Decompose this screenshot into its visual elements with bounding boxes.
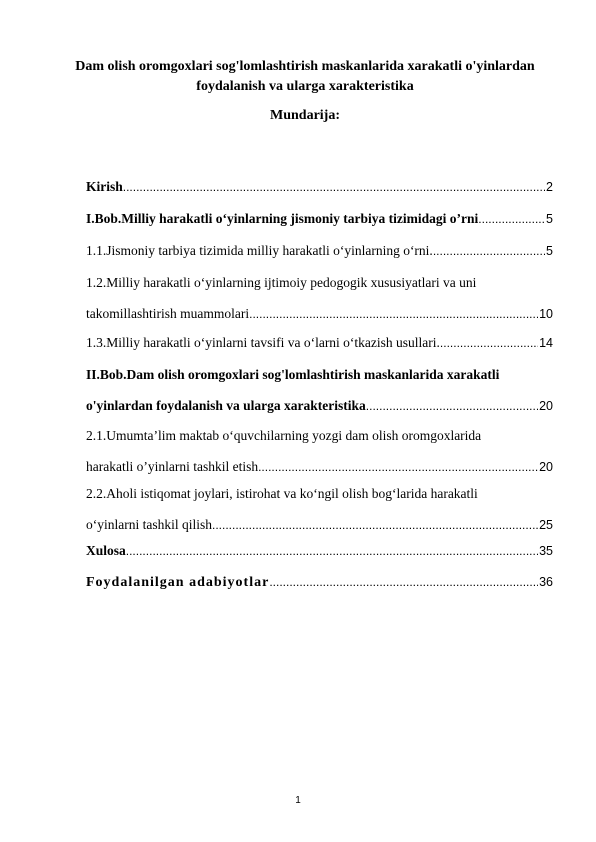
toc-page-number: 10 [539, 307, 553, 321]
toc-leader-dots [366, 391, 538, 422]
toc-entry-chapter-1[interactable] [86, 203, 553, 234]
toc-leader-dots [249, 299, 538, 330]
toc-entry-title-line-1: 1.2.Milliy harakatli o‘yinlarning ijtimoiy pedogogik xususiyatlari va uni [86, 275, 477, 290]
toc-entry-title: I.Bob.Milliy harakatli o‘yinlarning jismoniy tarbiya tizimidagi o’rni [86, 211, 479, 226]
toc-entry-2-2[interactable] [86, 478, 553, 540]
toc-leader-dots [440, 328, 538, 359]
toc-page-number: 20 [539, 399, 553, 413]
page-number: 1 [295, 795, 301, 806]
toc-entry-title: Xulosa [86, 543, 126, 558]
toc-page-number: 5 [546, 244, 553, 258]
toc-entry-1-3[interactable] [86, 327, 553, 358]
toc-entry-title: Kirish [86, 179, 123, 194]
toc-entry-title: 1.3.Milliy harakatli o‘yinlarni tavsifi va o‘larni o‘tkazish usullari. [86, 335, 440, 350]
toc-entry-1-2[interactable] [86, 267, 553, 329]
toc-leader-dots [433, 236, 545, 267]
toc-page-number: 14 [539, 336, 553, 350]
toc-entry-xulosa[interactable] [86, 535, 553, 566]
toc-entry-2-1[interactable] [86, 420, 553, 482]
document-title: Dam olish oromgoxlari sog'lomlashtirish maskanlarida xarakatli o'yinlardan foydalanish va ularga xarakteristika [75, 59, 535, 94]
toc-leader-dots [478, 204, 545, 235]
toc-leader-dots [126, 536, 538, 567]
toc-entry-title-line-2: takomillashtirish muammolari [86, 306, 250, 321]
toc-leader-dots [123, 172, 545, 203]
toc-entry-title-line-2: harakatli o’yinlarni tashkil etish [86, 459, 259, 474]
toc-entry-kirish[interactable] [86, 171, 553, 202]
toc-page-number: 5 [546, 212, 553, 226]
toc-entry-1-1[interactable] [86, 235, 553, 266]
toc-entry-title-line-1: II.Bob.Dam olish oromgoxlari sog'lomlashtirish maskanlarida xarakatli [86, 367, 500, 382]
toc-entry-title: Foydalanilgan adabiyotlar [86, 575, 270, 590]
toc-page-number: 36 [539, 575, 553, 589]
toc-entry-title-line-1: 2.1.Umumta’lim maktab o‘quvchilarning yozgi dam olish oromgoxlarida [86, 428, 482, 443]
toc-entry-title: 1.1.Jismoniy tarbiya tizimida milliy harakatli o‘yinlarning o‘rni. [86, 243, 433, 258]
toc-entry-title-line-2: o'yinlardan foydalanish va ularga xarakteristika [86, 398, 366, 413]
toc-entry-title-line-2: o‘yinlarni tashkil qilish [86, 517, 212, 532]
toc-entry-references[interactable] [86, 567, 553, 598]
toc-page-number: 2 [546, 180, 553, 194]
toc-page-number: 35 [539, 544, 553, 558]
toc-page-number: 25 [539, 518, 553, 532]
toc-leader-dots [269, 567, 538, 598]
toc-entry-title-line-1: 2.2.Aholi istiqomat joylari, istirohat va ko‘ngil olish bog‘larida harakatli [86, 486, 478, 501]
toc-page-number: 20 [539, 460, 553, 474]
toc-entry-chapter-2[interactable] [86, 359, 553, 421]
toc-heading: Mundarija: [270, 108, 340, 123]
